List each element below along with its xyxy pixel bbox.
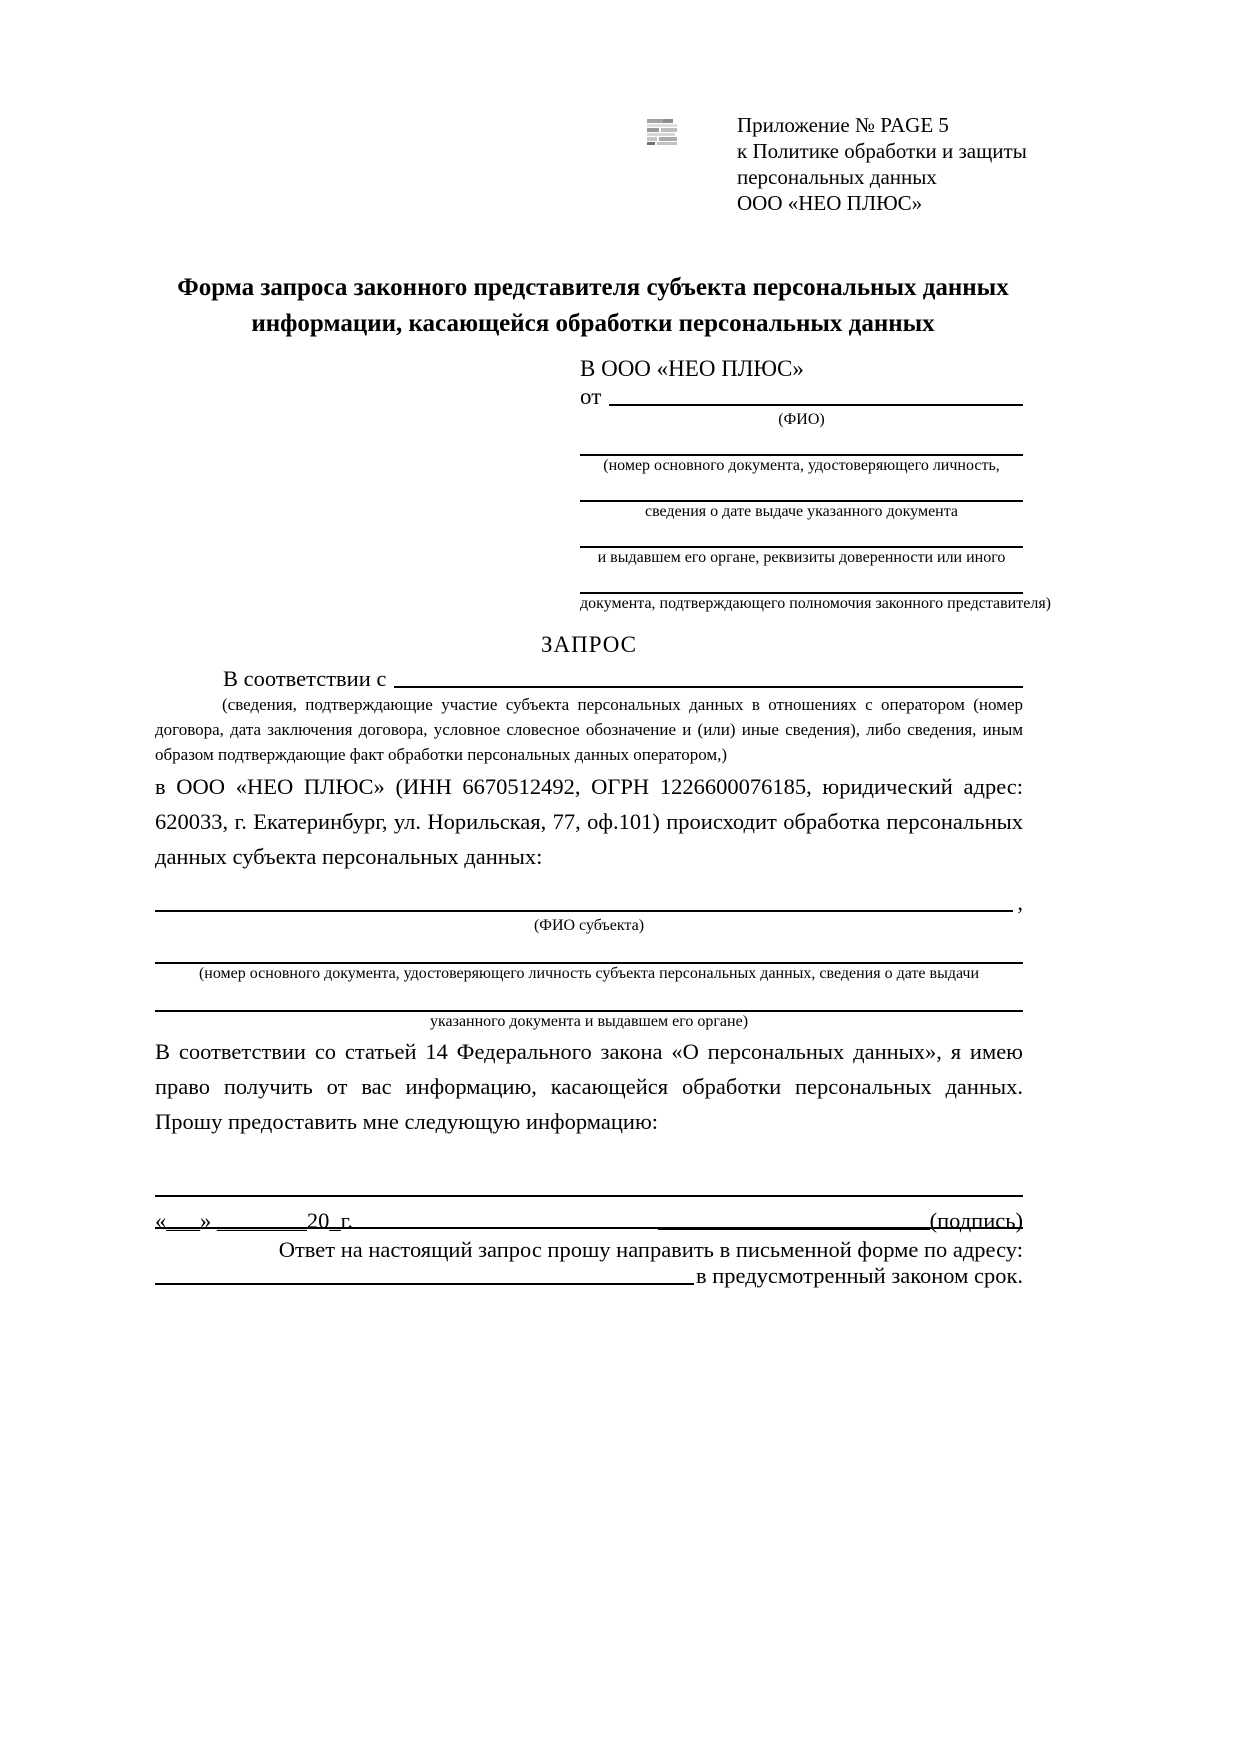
operator-paragraph: в ООО «НЕО ПЛЮС» (ИНН 6670512492, ОГРН 1226600076185, юридический адрес: 620033, г. Екатеринбург, ул. Норильская, 77, оф.101) происходит обработка персональных данных субъекта персональных данных: — [155, 774, 1023, 869]
page-title — [150, 270, 1036, 342]
subject-doc-issuer-blank-line — [155, 984, 1023, 1012]
article-14-paragraph: В соответствии со статьей 14 Федерального закона «О персональных данных», я имею право получить от вас информацию, касающейся обработки персональных данных. Прошу предоставить мне следующую информацию: — [155, 1039, 1023, 1134]
representative-doc-number-blank-line — [580, 430, 1023, 456]
signature-blank-line — [658, 1228, 930, 1230]
subject-doc-number-caption: (номер основного документа, удостоверяющего личность субъекта персональных данных, сведения о дате выдачи — [198, 965, 980, 982]
company-name: ООО «НЕО ПЛЮС» — [737, 191, 923, 215]
answer-delivery-intro: Ответ на настоящий запрос прошу направить в письменной форме по адресу: — [278, 1237, 1023, 1262]
subject-doc-number-blank-line — [155, 936, 1023, 964]
from-label: от — [580, 384, 602, 409]
request-heading: ЗАПРОС — [540, 632, 638, 657]
request-body — [155, 632, 1023, 1289]
answer-address-row — [155, 1263, 1023, 1289]
subject-fio-caption: (ФИО субъекта) — [533, 917, 645, 934]
relationship-evidence-note: (сведения, подтверждающие участие субъекта персональных данных в отношениях с оператором (номер договора, дата заключения договора, условное словесное обозначение и (или) иные сведения), либо сведения, иным образом подтверждающие факт обработки персональных данных оператором,) — [155, 695, 1023, 764]
subject-fio-blank-line — [155, 910, 1013, 912]
answer-delivery-tail: в предусмотренный законом срок. — [696, 1263, 1023, 1288]
addressee-block — [580, 356, 1051, 614]
date-line: «___» ________20_г. — [155, 1208, 353, 1233]
trailing-comma: , — [1017, 890, 1023, 915]
signature-caption: (подпись) — [929, 1208, 1023, 1233]
answer-address-blank-line — [155, 1283, 694, 1285]
doc-issue-date-blank-line — [580, 476, 1023, 502]
representative-authority-caption: документа, подтверждающего полномочия законного представителя) — [580, 595, 1051, 612]
title-line-2: информации, касающейся обработки персональных данных — [251, 310, 935, 337]
subject-fio-row — [155, 890, 1023, 916]
in-accordance-blank-line — [394, 686, 1023, 688]
doc-number-caption: (номер основного документа, удостоверяющего личность, — [603, 457, 1000, 474]
image-placeholder-icon — [645, 117, 685, 149]
policy-line-1: к Политике обработки и защиты — [737, 139, 1027, 163]
fio-caption: (ФИО) — [778, 411, 825, 428]
issuing-authority-blank-line — [580, 522, 1023, 548]
policy-line-2: персональных данных — [737, 165, 937, 189]
signature-group — [658, 1208, 1023, 1234]
title-line-1: Форма запроса законного представителя субъекта персональных данных — [177, 274, 1009, 301]
from-blank-line — [609, 404, 1023, 406]
addressee-company: В ООО «НЕО ПЛЮС» — [580, 356, 804, 381]
doc-issue-date-caption: сведения о дате выдаче указанного документа — [644, 503, 959, 520]
issuing-authority-caption: и выдавшем его органе, реквизиты доверенности или иного — [597, 549, 1006, 566]
requested-information-blank-line-1 — [155, 1165, 1023, 1197]
in-accordance-row — [155, 666, 1023, 692]
from-field-row — [580, 384, 1023, 410]
representative-authority-blank-line — [580, 568, 1023, 594]
in-accordance-label: В соответствии с — [223, 666, 387, 691]
appendix-number-line: Приложение № PAGE 5 — [737, 113, 949, 137]
date-signature-row — [155, 1208, 1023, 1234]
subject-doc-issuer-caption: указанного документа и выдавшем его органе) — [429, 1013, 749, 1030]
appendix-header — [737, 112, 1027, 216]
